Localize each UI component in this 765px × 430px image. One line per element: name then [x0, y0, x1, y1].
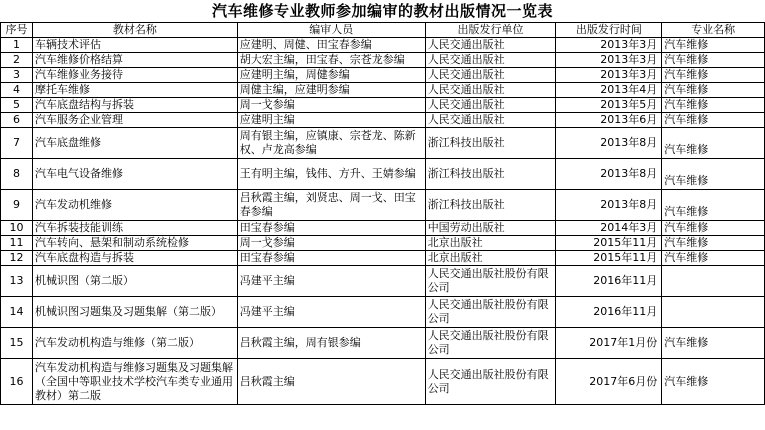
cell-major: 汽车维修 [662, 236, 765, 251]
cell-name: 汽车维修价格结算 [32, 53, 237, 68]
cell-date: 2016年11月 [556, 266, 662, 297]
table-row [1, 190, 765, 221]
cell-no: 2 [1, 53, 33, 68]
cell-name: 汽车底盘维修 [32, 128, 237, 159]
cell-major: 汽车维修 [662, 190, 765, 221]
cell-name: 机械识图（第二版） [32, 266, 237, 297]
cell-name: 汽车维修业务接待 [32, 68, 237, 83]
table-row [1, 266, 765, 297]
cell-no: 11 [1, 236, 33, 251]
cell-editors: 周健主编，应建明参编 [237, 83, 425, 98]
cell-date: 2015年11月 [556, 251, 662, 266]
table-row [1, 328, 765, 359]
cell-editors: 冯建平主编 [237, 266, 425, 297]
cell-publisher: 人民交通出版社 [425, 38, 556, 53]
cell-major: 汽车维修 [662, 98, 765, 113]
cell-major: 汽车维修 [662, 359, 765, 405]
cell-editors: 田宝春参编 [237, 221, 425, 236]
cell-editors: 冯建平主编 [237, 297, 425, 328]
cell-date: 2013年8月 [556, 128, 662, 159]
cell-editors: 吕秋霞主编 [237, 359, 425, 405]
cell-editors: 周有银主编，应镇康、宗苍龙、陈新权、卢龙高参编 [237, 128, 425, 159]
cell-date: 2016年11月 [556, 297, 662, 328]
cell-publisher: 人民交通出版社 [425, 53, 556, 68]
table-row [1, 236, 765, 251]
cell-date: 2013年6月 [556, 113, 662, 128]
cell-no: 1 [1, 38, 33, 53]
cell-publisher: 北京出版社 [425, 236, 556, 251]
cell-date: 2015年11月 [556, 236, 662, 251]
cell-major: 汽车维修 [662, 128, 765, 159]
table-row [1, 128, 765, 159]
cell-publisher: 浙江科技出版社 [425, 159, 556, 190]
table-row [1, 83, 765, 98]
cell-name: 汽车底盘结构与拆装 [32, 98, 237, 113]
table-header-row [1, 23, 765, 38]
cell-publisher: 人民交通出版社 [425, 83, 556, 98]
cell-publisher: 人民交通出版社股份有限公司 [425, 328, 556, 359]
cell-date: 2017年6月份 [556, 359, 662, 405]
cell-no: 16 [1, 359, 33, 405]
cell-major: 汽车维修 [662, 68, 765, 83]
cell-name: 汽车转向、悬架和制动系统检修 [32, 236, 237, 251]
cell-no: 6 [1, 113, 33, 128]
cell-major: 汽车维修 [662, 221, 765, 236]
cell-editors: 吕秋霞主编，刘贤忠、周一戈、田宝春参编 [237, 190, 425, 221]
cell-name: 汽车底盘构造与拆装 [32, 251, 237, 266]
cell-major: 汽车维修 [662, 328, 765, 359]
cell-major: 汽车维修 [662, 159, 765, 190]
cell-no: 15 [1, 328, 33, 359]
table-row [1, 38, 765, 53]
table-row [1, 98, 765, 113]
cell-major: 汽车维修 [662, 53, 765, 68]
cell-no: 12 [1, 251, 33, 266]
cell-publisher: 浙江科技出版社 [425, 128, 556, 159]
cell-date: 2013年4月 [556, 83, 662, 98]
header-name: 教材名称 [32, 23, 237, 38]
header-publisher: 出版发行单位 [425, 23, 556, 38]
header-editors: 编审人员 [237, 23, 425, 38]
cell-no: 8 [1, 159, 33, 190]
cell-date: 2013年3月 [556, 38, 662, 53]
cell-editors: 周一戈参编 [237, 236, 425, 251]
cell-name: 汽车发动机构造与维修习题集及习题集解（全国中等职业技术学校汽车类专业通用教材）第二版 [32, 359, 237, 405]
cell-no: 7 [1, 128, 33, 159]
cell-no: 10 [1, 221, 33, 236]
cell-major [662, 266, 765, 297]
cell-date: 2013年3月 [556, 68, 662, 83]
cell-editors: 田宝春参编 [237, 251, 425, 266]
table-row [1, 68, 765, 83]
table-row [1, 359, 765, 405]
cell-major: 汽车维修 [662, 83, 765, 98]
cell-editors: 王有明主编，钱伟、方升、王婧参编 [237, 159, 425, 190]
cell-name: 摩托车维修 [32, 83, 237, 98]
table-row [1, 297, 765, 328]
cell-editors: 周一戈参编 [237, 98, 425, 113]
cell-publisher: 人民交通出版社 [425, 68, 556, 83]
cell-publisher: 人民交通出版社股份有限公司 [425, 359, 556, 405]
cell-publisher: 人民交通出版社 [425, 113, 556, 128]
cell-name: 汽车服务企业管理 [32, 113, 237, 128]
cell-editors: 应建明主编 [237, 113, 425, 128]
table-title: 汽车维修专业教师参加编审的教材出版情况一览表 [211, 2, 553, 20]
cell-no: 14 [1, 297, 33, 328]
table-row [1, 113, 765, 128]
header-major: 专业名称 [662, 23, 765, 38]
cell-name: 汽车发动机维修 [32, 190, 237, 221]
cell-date: 2014年3月 [556, 221, 662, 236]
cell-no: 13 [1, 266, 33, 297]
cell-publisher: 北京出版社 [425, 251, 556, 266]
cell-name: 汽车发动机构造与维修（第二版） [32, 328, 237, 359]
cell-date: 2013年8月 [556, 159, 662, 190]
textbook-table [0, 22, 765, 405]
cell-date: 2013年3月 [556, 53, 662, 68]
table-row [1, 53, 765, 68]
cell-major [662, 297, 765, 328]
cell-no: 5 [1, 98, 33, 113]
cell-publisher: 人民交通出版社股份有限公司 [425, 266, 556, 297]
cell-publisher: 中国劳动出版社 [425, 221, 556, 236]
cell-no: 9 [1, 190, 33, 221]
table-row [1, 251, 765, 266]
cell-publisher: 浙江科技出版社 [425, 190, 556, 221]
cell-major: 汽车维修 [662, 113, 765, 128]
cell-no: 3 [1, 68, 33, 83]
cell-major: 汽车维修 [662, 38, 765, 53]
table-row [1, 221, 765, 236]
header-date: 出版发行时间 [556, 23, 662, 38]
cell-date: 2017年1月份 [556, 328, 662, 359]
cell-major: 汽车维修 [662, 251, 765, 266]
header-no: 序号 [1, 23, 33, 38]
cell-publisher: 人民交通出版社 [425, 98, 556, 113]
table-row [1, 159, 765, 190]
cell-editors: 吕秋霞主编，周有银参编 [237, 328, 425, 359]
cell-date: 2013年5月 [556, 98, 662, 113]
cell-name: 车辆技术评估 [32, 38, 237, 53]
cell-editors: 胡大宏主编，田宝春、宗苍龙参编 [237, 53, 425, 68]
cell-name: 汽车拆装技能训练 [32, 221, 237, 236]
cell-editors: 应建明、周健、田宝春参编 [237, 38, 425, 53]
cell-name: 机械识图习题集及习题集解（第二版） [32, 297, 237, 328]
cell-editors: 应建明主编，周健参编 [237, 68, 425, 83]
cell-publisher: 人民交通出版社股份有限公司 [425, 297, 556, 328]
cell-date: 2013年8月 [556, 190, 662, 221]
cell-no: 4 [1, 83, 33, 98]
cell-name: 汽车电气设备维修 [32, 159, 237, 190]
